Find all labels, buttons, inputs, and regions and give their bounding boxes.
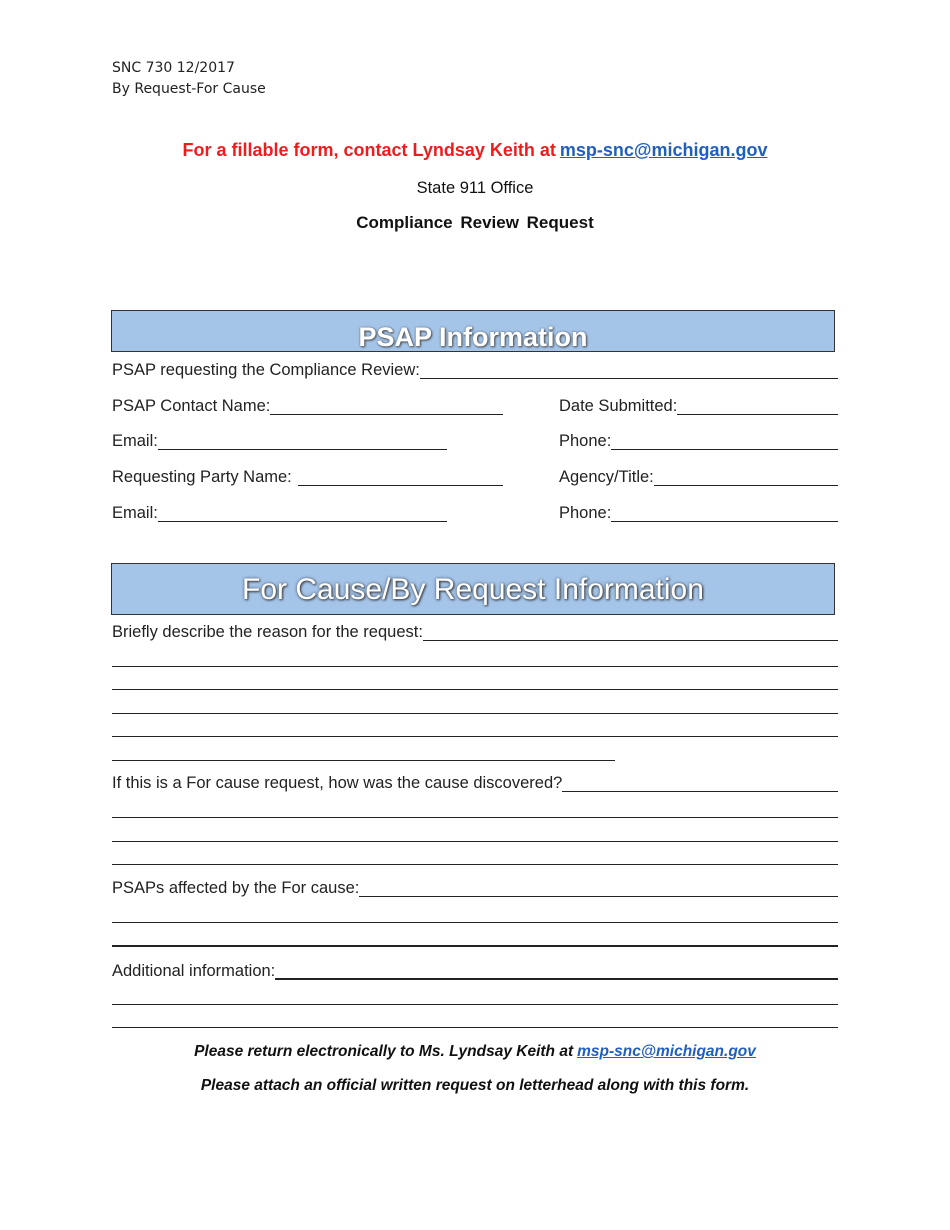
psaps-line-2[interactable] [112,922,838,923]
email-label-2: Email: [112,504,158,522]
contact-name-input[interactable] [270,413,503,415]
agency-title-field[interactable] [559,468,838,489]
additional-line-3[interactable] [112,1027,838,1028]
additional-info-field[interactable] [112,962,838,983]
phone-label-2: Phone: [559,504,612,522]
contact-name-label: PSAP Contact Name: [112,397,271,415]
return-text: Please return electronically to Ms. Lyndsay Keith at [194,1043,574,1060]
cause-discovered-input[interactable] [562,790,838,792]
reason-line-2[interactable] [112,666,838,667]
date-submitted-input[interactable] [677,413,838,415]
form-type: By Request-For Cause [112,81,266,97]
date-submitted-label: Date Submitted: [559,397,678,415]
additional-line-2[interactable] [112,1004,838,1005]
phone-field-2[interactable] [559,504,838,525]
page-title: Compliance Review Request [356,213,594,232]
psaps-line-3[interactable] [112,945,838,947]
additional-info-label: Additional information: [112,962,276,980]
reason-label: Briefly describe the reason for the request: [112,623,423,641]
email-field-1[interactable] [112,432,447,453]
cause-line-3[interactable] [112,841,838,842]
attach-instructions: Please attach an official written request on letterhead along with this form. [200,1077,750,1094]
cause-section-heading: For Cause/By Request Information [111,563,835,615]
return-email-link[interactable]: msp-snc@michigan.gov [577,1043,756,1060]
requesting-party-field[interactable] [112,468,503,489]
requesting-party-label: Requesting Party Name: [112,468,292,486]
cause-discovered-label: If this is a For cause request, how was the cause discovered? [112,774,563,792]
psaps-affected-field[interactable] [112,879,838,900]
email-input-2[interactable] [158,520,447,522]
psap-requesting-input[interactable] [420,377,838,379]
phone-label-1: Phone: [559,432,612,450]
form-code-block [112,58,266,100]
email-label-1: Email: [112,432,158,450]
phone-input-1[interactable] [611,448,838,450]
date-submitted-field[interactable] [559,397,838,418]
cause-line-4[interactable] [112,864,838,865]
reason-line-3[interactable] [112,689,838,690]
psap-requesting-label: PSAP requesting the Compliance Review: [112,361,420,379]
contact-name-field[interactable] [112,397,503,418]
psaps-affected-label: PSAPs affected by the For cause: [112,879,360,897]
psap-section-heading: PSAP Information [111,310,835,352]
requesting-party-input[interactable] [298,484,503,486]
cause-line-2[interactable] [112,817,838,818]
reason-line-6[interactable] [112,760,615,761]
reason-line-5[interactable] [112,736,838,737]
form-code: SNC 730 12/2017 [112,60,235,76]
reason-field[interactable] [112,623,838,644]
psap-requesting-field[interactable] [112,361,838,382]
phone-input-2[interactable] [611,520,838,522]
cause-discovered-field[interactable] [112,774,838,795]
email-input-1[interactable] [158,448,447,450]
email-field-2[interactable] [112,504,447,525]
office-name: State 911 Office [416,179,534,197]
phone-field-1[interactable] [559,432,838,453]
notice-email-link[interactable]: msp-snc@michigan.gov [559,140,768,160]
agency-title-label: Agency/Title: [559,468,654,486]
additional-info-input[interactable] [275,977,838,980]
psaps-affected-input[interactable] [359,895,838,897]
reason-input[interactable] [423,639,838,641]
return-instructions [0,1043,950,1061]
agency-title-input[interactable] [654,484,838,486]
fillable-form-notice [0,140,950,161]
notice-text: For a fillable form, contact Lyndsay Keith at [182,140,556,160]
reason-line-4[interactable] [112,713,838,714]
